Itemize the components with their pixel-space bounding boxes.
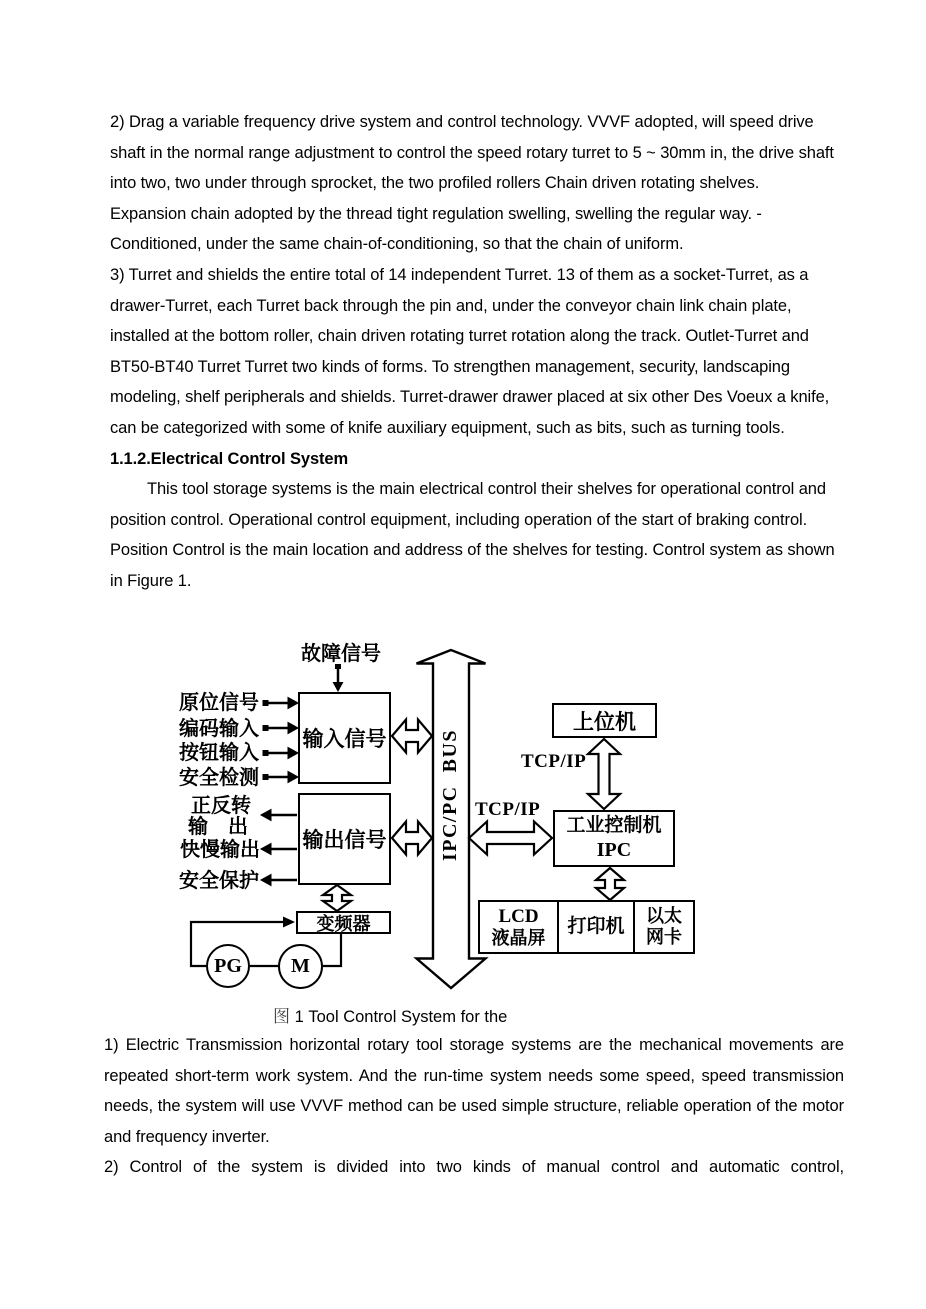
input-label-encoder-input: 编码输入 [179,718,259,740]
figure-1-diagram [0,640,926,1040]
output-signal-arrows [261,810,297,886]
body-text-lower [104,1030,844,1183]
input-signal-box: 输入信号 [298,692,391,784]
ethernet-card-box [633,902,693,952]
output-label-fast-slow: 快慢输出 [180,839,260,861]
host-computer-box: 上位机 [552,703,657,738]
ethernet-box-line2: 网卡 [646,927,682,947]
ethernet-box-line1: 以太 [646,906,682,927]
ipc-peripherals-arrow [596,868,624,900]
input-label-button-input: 按钮输入 [179,742,259,764]
section-heading: 1.1.2.Electrical Control System [110,449,349,468]
diagram-connectors [0,640,926,1040]
input-label-home-signal: 原位信号 [179,692,259,714]
paragraph-control-modes: 2) Control of the system is divided into two kinds of manual control and automatic control, [104,1158,844,1177]
inverter-box: 变频器 [296,911,391,934]
input-label-safety-detect: 安全检测 [179,767,259,789]
motor-inverter-line [323,934,341,966]
printer-box: 打印机 [557,902,633,952]
tcpip-bus-ipc-arrow [469,822,552,855]
output-label-output: 输 出 [188,816,248,838]
output-label-safety-protect: 安全保护 [179,870,259,892]
output-label-fwd-rev: 正反转 [191,795,251,817]
fault-signal-arrowhead [333,682,344,692]
motor-circle: M [278,944,323,989]
encoder-feedback-arrowhead [283,917,295,928]
paragraph-turret-shields: 3) Turret and shields the entire total of 14 independent Turret. 13 of them as a socket-Turret, as a drawer-Turret, each Turret back through the pin and, under the conveyor chain link chain plate, installed at the bottom roller, chain driven rotating turret rotation along the track. Outlet-Turret and BT50-BT40 Turret Turret two kinds of forms. To strengthen management, security, landscaping modeling, shelf peripherals and shields. Turret-drawer drawer placed at six other Des Voeux a knife, can be categorized with some of knife auxiliary equipment, such as bits, such as turning tools. [110,265,830,437]
output-signal-box: 输出信号 [298,793,391,885]
ipc-box [553,810,675,867]
input-signal-arrows [263,698,298,783]
ipc-box-title: 工业控制机 [566,815,662,837]
lcd-box-title: LCD [498,905,539,927]
figure-caption-text: 1 Tool Control System for the [290,1008,508,1026]
tcpip-label-upper: TCP/IP [521,751,587,772]
output-bus-arrow [392,822,432,855]
bus-label: IPC/PC BUS [439,728,461,862]
paragraph-electric-transmission: 1) Electric Transmission horizontal rotary tool storage systems are the mechanical movements are repeated short-term work system. And the run-time system needs some speed, speed transmission needs, the system will use VVVF method can be used simple structure, reliable operation of the motor and frequency inverter. [104,1036,844,1146]
ipc-box-subtitle: IPC [596,838,632,861]
body-text-upper [110,107,837,597]
input-bus-arrow [392,720,432,753]
tcpip-label-lower: TCP/IP [475,799,541,820]
host-ipc-arrow [588,739,620,809]
figure-caption-marker: 图 [273,1007,290,1026]
lcd-box-subtitle: 液晶屏 [491,927,546,948]
output-inverter-arrow [323,885,351,911]
paragraph-drag-drive: 2) Drag a variable frequency drive system and control technology. VVVF adopted, will speed drive shaft in the normal range adjustment to control the speed rotary turret to 5 ~ 30mm in, the drive shaft into two, two under through sprocket, the two profiled rollers Chain driven rotating shelves. Expansion chain adopted by the thread tight regulation swelling, swelling the regular way. - Conditioned, under the same chain-of-conditioning, so that the chain of uniform. [110,113,834,254]
figure-caption [273,1002,507,1027]
paragraph-intro: This tool storage systems is the main electrical control their shelves for operational control and position control. Operational control equipment, including operation of the start of braking control. Position Control is the main location and address of the shelves for testing. Control system as shown in Figure 1. [110,480,835,590]
lcd-box [480,902,557,952]
peripherals-row [478,900,695,954]
fault-signal-label: 故障信号 [301,643,381,665]
encoder-circle: PG [206,944,250,988]
